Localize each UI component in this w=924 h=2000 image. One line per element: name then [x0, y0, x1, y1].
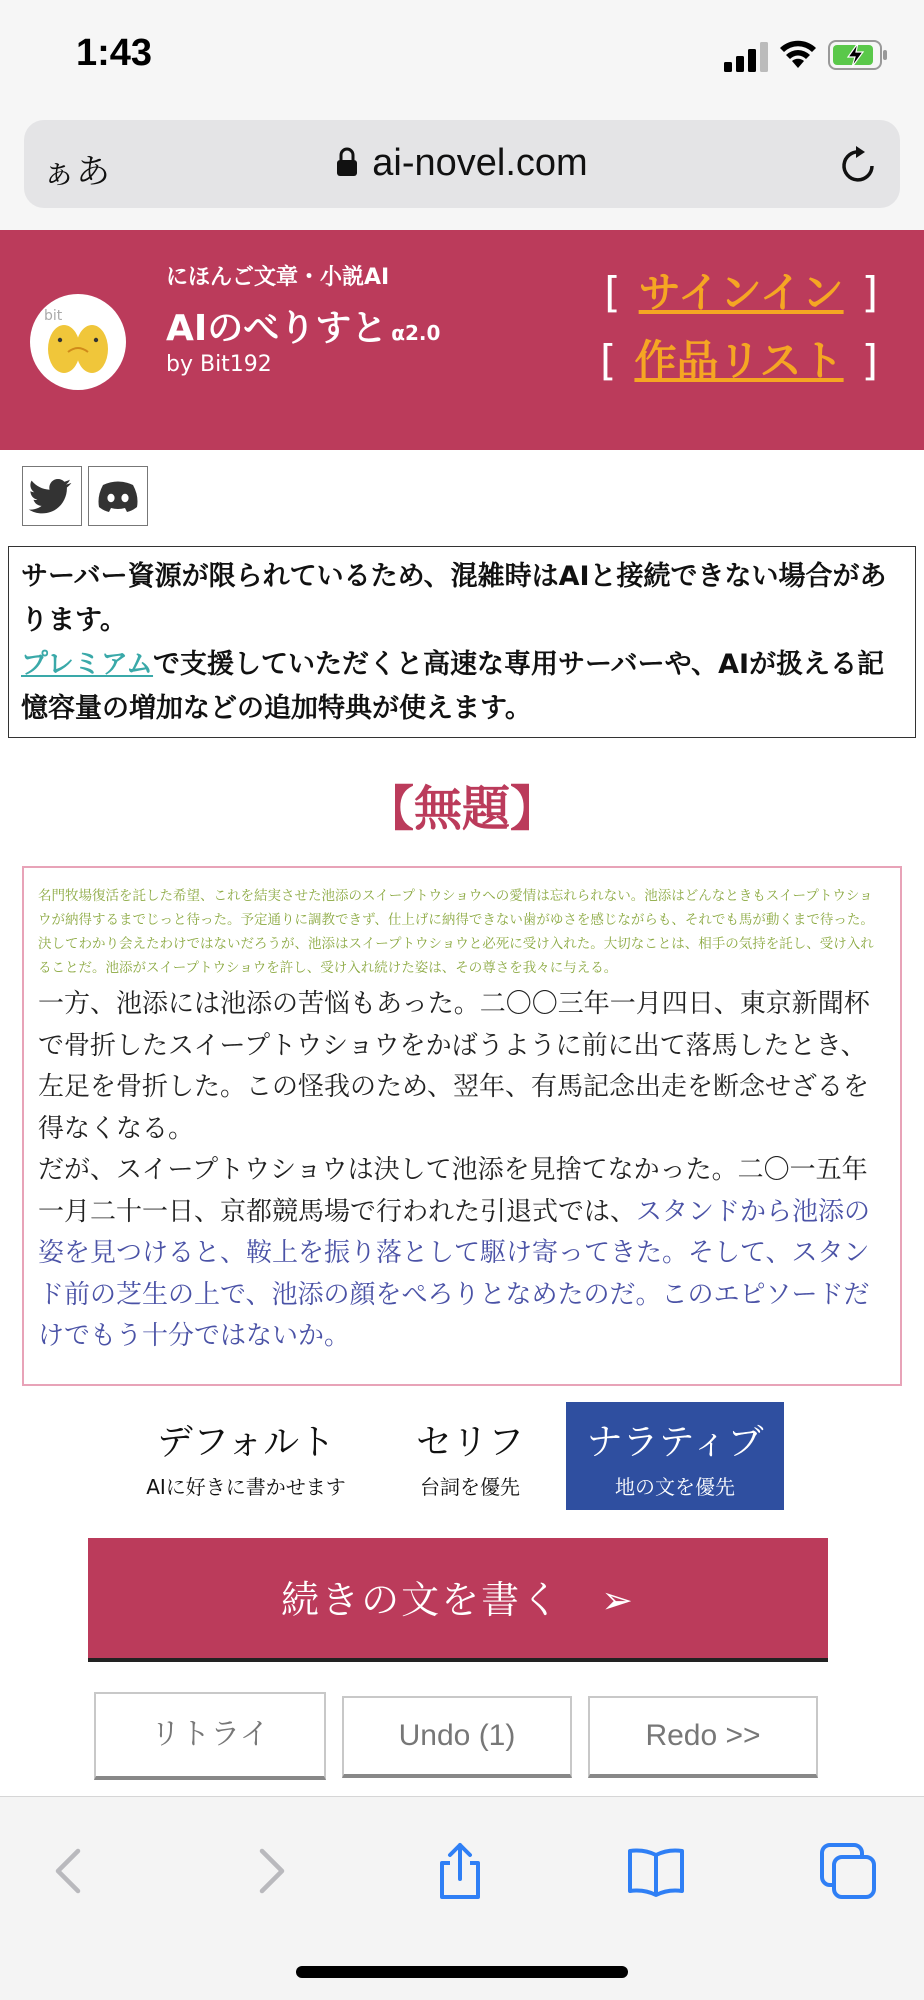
- reload-icon[interactable]: [838, 144, 880, 186]
- signin-link[interactable]: サインイン: [638, 268, 844, 317]
- undo-button[interactable]: Undo (1): [342, 1696, 572, 1778]
- mode-narrative-label: ナラティブ: [586, 1422, 764, 1463]
- home-indicator: [296, 1966, 628, 1978]
- redo-button[interactable]: Redo >>: [588, 1696, 818, 1778]
- text-size-button[interactable]: ぁあ: [42, 152, 110, 192]
- url-field[interactable]: [24, 142, 900, 185]
- bracket-close: ]: [861, 268, 878, 317]
- story-paragraph: [38, 1150, 886, 1358]
- user-text: だが、スイープトウショウは決して池添を見捨てなかった。二〇一五年一月二十一日、京都競馬場で行われた引退式では、: [38, 1155, 868, 1227]
- memo-text: [38, 884, 886, 980]
- mode-default-description: AIに好きに書かせます: [146, 1475, 346, 1499]
- mode-serif-button[interactable]: [360, 1402, 580, 1510]
- bit192-logo[interactable]: [30, 294, 126, 390]
- site-title-text: AIのべりすと: [166, 308, 388, 349]
- discord-icon: [89, 467, 147, 525]
- cellular-signal-icon: [724, 42, 770, 72]
- site-author: by Bit192: [166, 352, 272, 377]
- lock-icon: [336, 147, 358, 177]
- discord-button[interactable]: [88, 466, 148, 526]
- site-title[interactable]: [166, 300, 440, 351]
- status-bar: [0, 0, 924, 110]
- story-editor[interactable]: [22, 866, 902, 1386]
- mode-narrative-button[interactable]: [566, 1402, 784, 1510]
- share-icon[interactable]: [430, 1841, 490, 1901]
- site-version: α2.0: [391, 321, 441, 345]
- premium-link[interactable]: プレミアム: [21, 649, 154, 680]
- notice-line-1: サーバー資源が限られているため、混雑時はAIと接続できない場合があります。: [21, 561, 887, 636]
- logo-mascot-icon: [30, 294, 126, 390]
- twitter-button[interactable]: [22, 466, 82, 526]
- svg-text:bit: bit: [44, 308, 63, 324]
- signin-nav: [604, 260, 878, 320]
- url-text: ai-novel.com: [372, 142, 588, 184]
- mode-narrative-description: 地の文を優先: [615, 1475, 735, 1499]
- mode-serif-description: 台詞を優先: [420, 1475, 520, 1499]
- mode-default-label: デフォルト: [156, 1422, 336, 1463]
- bracket-open: [: [604, 268, 621, 317]
- battery-charging-icon: [828, 40, 888, 70]
- site-subtitle: にほんご文章・小説AI: [166, 265, 390, 290]
- ai-generated-text: スタンドから池添の姿を見つけると、鞍上を振り落として駆け寄ってきた。そして、スタンド前の芝生の上で、池添の顔をぺろりとなめたのだ。このエピソードだけでもう十分ではないか。: [38, 1196, 871, 1351]
- memo-paragraph: 名門牧場復活を託した希望、これを結実させた池添のスイープトウショウへの愛情は忘れられない。池添はどんなときもスイープトウショウが納得するまでじっと待った。予定通りに調教できず、仕上げに納得できない歯がゆさを感じながらも、それでも馬が動くまで待った。: [38, 888, 874, 928]
- story-paragraph: 一方、池添には池添の苦悩もあった。二〇〇三年一月四日、東京新聞杯で骨折したスイープトウショウをかばうように前に出て落馬したとき、左足を骨折した。この怪我のため、翌年、有馬記念出走を断念せざるを得なくなる。: [38, 989, 870, 1144]
- status-time: 1:43: [76, 32, 153, 74]
- wifi-icon: [778, 38, 818, 70]
- twitter-icon: [23, 467, 81, 525]
- document-title[interactable]: 【無題】: [365, 781, 558, 837]
- mode-default-button[interactable]: [136, 1402, 356, 1510]
- site-header: [0, 230, 924, 450]
- back-icon[interactable]: [40, 1841, 100, 1901]
- works-nav: [600, 328, 878, 388]
- address-bar[interactable]: [24, 120, 900, 208]
- mode-serif-label: セリフ: [415, 1422, 524, 1463]
- memo-paragraph: 決してわかり会えたわけではないだろうが、池添はスイープトウショウと必死に受け入れた。大切なことは、相手の気持を託し、受け入れることだ。池添がスイープトウショウを許し、受け入れ続けた姿は、その尊さを我々に与える。: [38, 936, 874, 976]
- story-text: [38, 984, 886, 1358]
- bracket-close: ]: [861, 336, 878, 385]
- retry-button[interactable]: リトライ: [94, 1692, 326, 1780]
- server-notice: [8, 546, 916, 738]
- works-list-link[interactable]: 作品リスト: [634, 336, 844, 385]
- write-continuation-button[interactable]: 続きの文を書く ➢: [88, 1538, 828, 1662]
- forward-icon[interactable]: [240, 1841, 300, 1901]
- tabs-icon[interactable]: [818, 1841, 878, 1901]
- browser-address-area: [0, 110, 924, 230]
- notice-line-2: で支援していただくと高速な専用サーバーや、AIが扱える記憶容量の増加などの追加特典が使えます。: [21, 649, 885, 724]
- bracket-open: [: [600, 336, 617, 385]
- bookmarks-icon[interactable]: [626, 1841, 686, 1901]
